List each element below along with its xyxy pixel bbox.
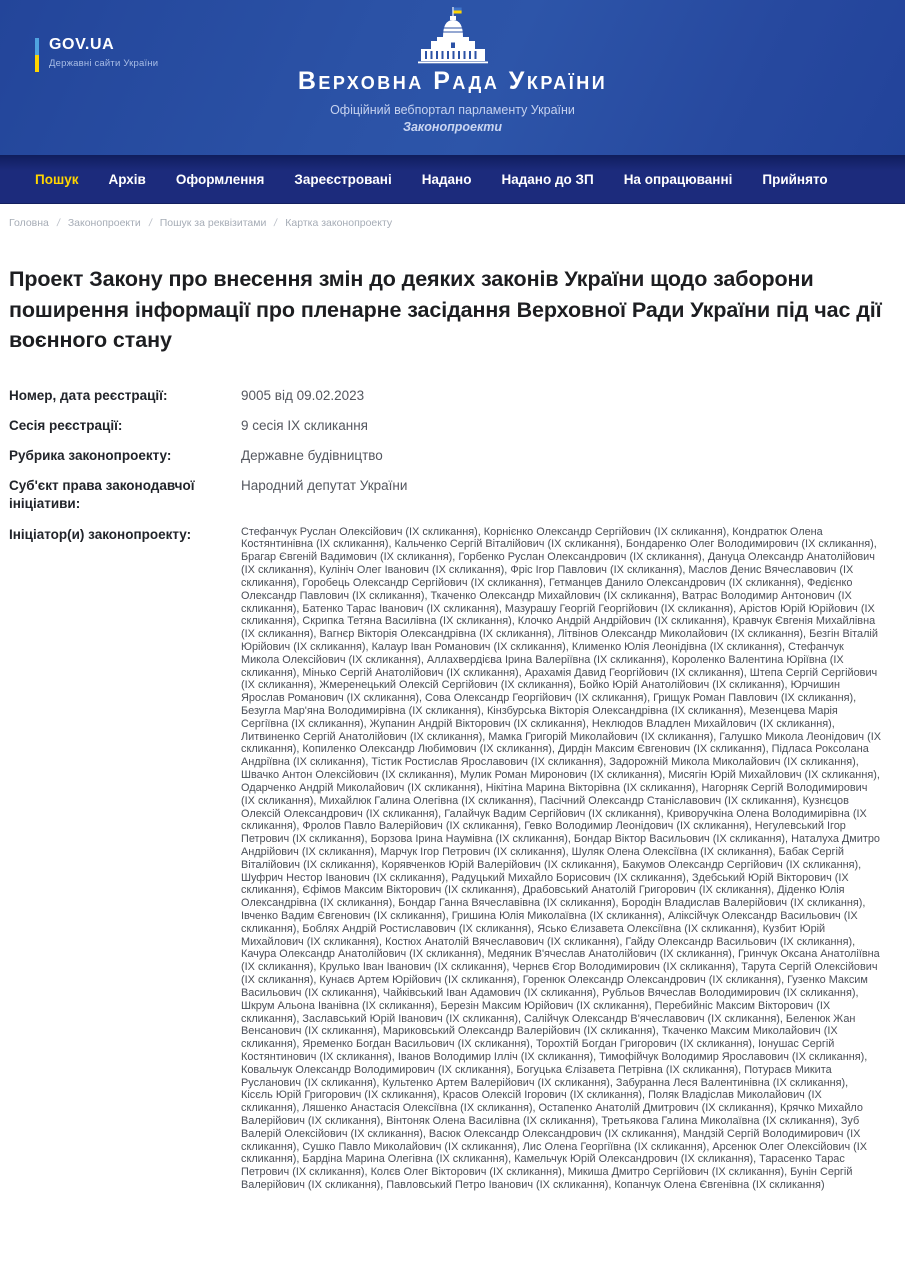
breadcrumb-kartka-zakonoproektu[interactable]: Картка законопроекту bbox=[285, 217, 393, 229]
breadcrumb-separator: / bbox=[273, 217, 279, 229]
breadcrumb-separator: / bbox=[55, 217, 61, 229]
nav-item-poshuk[interactable]: Пошук bbox=[35, 171, 79, 187]
govua-subtitle: Державні сайти України bbox=[49, 58, 159, 69]
nav-item-oformlennya[interactable]: Оформлення bbox=[175, 171, 265, 187]
detail-label-session: Сесія реєстрації: bbox=[9, 417, 123, 433]
detail-value-initiators: Стефанчук Руслан Олексійович (IX скликання), Корнієнко Олександр Сергійович (IX скликання), Кондратюк Олена Костянтинівна (IX скликання), Кальченко Сергій Віталійович (IX скликання), Бондаренко Олег Володимирович (IX скликання), Брагар Євгеній Вадимович (IX скликання), Горбенко Руслан Олександрович (IX скликання), Дануца Олександр Анатолійович (IX скликання), Кулініч Олег Іванович (IX скликання), Фріс Ігор Павлович (IX скликання), Маслов Денис Вячеславович (IX скликання), Горобець Олександр Сергійович (IX скликання), Гетманцев Данило Олександрович (IX скликання), Федієнко Олександр Павлович (IX скликання), Ткаченко Олександр Михайлович (IX скликання), Ватрас Володимир Антонович (IX скликання), Батенко Тарас Іванович (IX скликання), Мазурашу Георгій Георгійович (IX скликання), Арістов Юрій Юрійович (IX скликання), Скрипка Тетяна Василівна (IX скликання), Клочко Андрій Андрійович (IX скликання), Кравчук Євгенія Михайлівна (IX скликання), Вагнєр Вікторія Олександрівна (IX скликання), Літвінов Олександр Миколайович (IX скликання), Безгін Віталій Юрійович (IX скликання), Калаур Іван Романович (IX скликання), Клименко Юлія Леонідівна (IX скликання), Стефанчук Микола Олексійович (IX скликання), Аллахвердієва Ірина Валеріївна (IX скликання), Короленко Валентина Юріївна (IX скликання), Мінько Сергій Анатолійович (IX скликання), Арахамія Давид Георгійович (IX скликання), Штепа Сергій Сергійович (IX скликання), Жмеренецький Олексій Сергійович (IX скликання), Бойко Юрій Анатолійович (IX скликання), Юрчишин Ярослав Романович (IX скликання), Сова Олександр Георгійович (IX скликання), Грищук Роман Павлович (IX скликання), Безугла Мар'яна Володимирівна (IX скликання), Кінзбурська Вікторія Олександрівна (IX скликання), Мезенцева Марія Сергіївна (IX скликання), Жупанин Андрій Вікторович (IX скликання), Неклюдов Владлен Михайлович (IX скликання), Литвиненко Сергій Анатолійович (IX скликання), Мамка Григорій Миколайович (IX скликання), Галушко Микола Леонідович (IX скликання), Копиленко Олександр Любимович (IX скликання), Дирдін Максим Євгенович (IX скликання), Підласа Роксолана Андріївна (IX скликання), Тістик Ростислав Ярославович (IX скликання), Задорожній Микола Миколайович (IX скликання), Швачко Антон Олексійович (IX скликання), Мулик Роман Миронович (IX скликання), Мисягін Юрій Михайлович (IX скликання), Одарченко Андрій Миколайович (IX скликання), Нікітіна Марина Вікторівна (IX скликання), Нагорняк Сергій Володимирович (IX скликання), Михайлюк Галина Олегівна (IX скликання), Пасічний Олександр Станіславович (IX скликання), Кузнєцов Олексій Олександрович (IX скликання), Галайчук Вадим Сергійович (IX скликання), Криворучкіна Олена Володимирівна (IX скликання), Фролов Павло Валерійович (IX скликання), Гевко Володимир Леонідович (IX скликання), Негулевський Ігор Петрович (IX скликання), Борзова Ірина Наумівна (IX скликання), Бондар Віктор Васильович (IX скликання), Наталуха Дмитро Андрійович (IX скликання), Марчук Ігор Петрович (IX скликання), Шуляк Олена Олексіївна (IX скликання), Бабак Сергій Віталійович (IX скликання), Корявченков Юрій Валерійович (IX скликання), Бакумов Олександр Сергійович (IX скликання), Шуфрич Нестор Іванович (IX скликання), Радуцький Михайло Борисович (IX скликання), Здебський Юрій Вікторович (IX скликання), Єфімов Максим Вікторович (IX скликання), Драбовський Анатолій Григорович (IX скликання), Діденко Юлія Олександрівна (IX скликання), Бондар Ганна Вячеславівна (IX скликання), Бородін Владислав Валерійович (IX скликання), Івченко Вадим Євгенович (IX скликання), Гришина Юлія Миколаївна (IX скликання), Аліксійчук Олександр Васильович (IX скликання), Боблях Андрій Ростиславович (IX скликання), Ясько Єлизавета Олексіївна (IX скликання), Кузбит Юрій Михайлович (IX скликання), Костюх Анатолій Вячеславович (IX скликання), Гайду Олександр Васильович (IX скликання), Качура Олександр Анатолійович (IX скликання), Медяник В'ячеслав Анатолійович (IX скликання), Гринчук Оксана Анатоліївна (IX скликання), Крулько Іван Іванович (IX скликання), Чернєв Єгор Володимирович (IX скликання), Тарута Сергій Олексійович (IX скликання), Кунаєв Артем Юрійович (IX скликання), Горенюк Олександр Олександрович (IX скликання), Гузенко Максим Васильович (IX скликання), Чайківський Іван Адамович (IX скликання), Рубльов Вячеслав Володимирович (IX скликання), Шкрум Альона Іванівна (IX скликання), Березін Максим Юрійович (IX скликання), Перебийніс Максим Вікторович (IX скликання), Заславський Юрій Іванович (IX скликання), Салійчук Олександр В'ячеславович (IX скликання), Беленюк Жан Венсанович (IX скликання), Мариковський Олександр Валерійович (IX скликання), Ткаченко Максим Миколайович (IX скликання), Яременко Богдан Васильович (IX скликання), Торохтій Богдан Григорович (IX скликання), Іонушас Сергій Костянтинович (IX скликання), Іванов Володимир Ілліч (IX скликання), Тимофійчук Володимир Ярославович (IX скликання), Ковальчук Олександр Володимирович (IX скликання), Богуцька Єлізавета Петрівна (IX скликання), Потураєв Микита Русланович (IX скликання), Культенко Артем Валерійович (IX скликання), Забуранна Леся Валентинівна (IX скликання), Кісєль Юрій Григорович (IX скликання), Красов Олексій Ігорович (IX скликання), Поляк Владіслав Миколайович (IX скликання), Ляшенко Анастасія Олексіївна (IX скликання), Остапенко Анатолій Дмитрович (IX скликання), Крячко Михайло Валерійович (IX скликання), Вінтоняк Олена Василівна (IX скликання), Третьякова Галина Миколаївна (IX скликання), Зуб Валерій Олексійович (IX скликання), Васюк Олександр Олександрович (IX скликання), Мандзій Сергій Володимирович (IX скликання), Сушко Павло Миколайович (IX скликання), Лис Олена Георгіївна (IX скликання), Арсенюк Олег Олексійович (IX скликання), Бардіна Марина Олегівна (IX скликання), Камельчук Юрій Олександрович (IX скликання), Тарасенко Тарас Петрович (IX скликання), Колєв Олег Вікторович (IX скликання), Микиша Дмитро Сергійович (IX скликання), Бунін Сергій Валерійович (IX скликання), Павловський Петро Іванович (IX скликання), Копанчук Олена Євгенівна (IX скликання) bbox=[241, 525, 881, 1192]
site-subtitle: Офіційний вебпортал парламенту України bbox=[330, 103, 575, 117]
detail-label-rubric: Рубрика законопроекту: bbox=[9, 447, 172, 463]
govua-title: GOV.UA bbox=[49, 36, 115, 53]
nav-item-nadano[interactable]: Надано bbox=[421, 171, 472, 187]
parliament-building-icon bbox=[413, 6, 493, 64]
detail-label-initiative-subject: Суб'єкт права законодавчої ініціативи: bbox=[9, 478, 195, 512]
site-header bbox=[0, 0, 905, 155]
detail-value-rubric: Державне будівництво bbox=[241, 447, 383, 463]
breadcrumb-zakonoproekty[interactable]: Законопроекти bbox=[67, 217, 141, 229]
bill-details bbox=[9, 387, 896, 1192]
nav-item-arkhiv[interactable]: Архів bbox=[108, 171, 146, 187]
page-title: Проект Закону про внесення змін до деяких законів України щодо заборони поширення інформації про пленарне засідання Верховної Ради України під час дії воєнного стану bbox=[9, 267, 882, 353]
site-title: Верховна Рада України bbox=[297, 67, 608, 95]
breadcrumb-separator: / bbox=[147, 217, 153, 229]
main-nav bbox=[0, 155, 905, 204]
bill-card bbox=[0, 264, 905, 1192]
detail-value-initiative-subject: Народний депутат України bbox=[241, 478, 408, 494]
detail-value-registration: 9005 від 09.02.2023 bbox=[241, 387, 365, 403]
breadcrumb-poshuk-za-rekvizytamy[interactable]: Пошук за реквізитами bbox=[159, 217, 267, 229]
site-section-label: Законопроекти bbox=[402, 120, 503, 134]
breadcrumb-home[interactable]: Головна bbox=[9, 217, 49, 229]
detail-label-initiators: Ініціатор(и) законопроекту: bbox=[9, 526, 192, 542]
nav-item-na-opratsyuvanni[interactable]: На опрацюванні bbox=[623, 171, 733, 187]
nav-item-zareyestrovani[interactable]: Зареєстровані bbox=[294, 171, 392, 187]
site-brand[interactable] bbox=[0, 6, 905, 134]
nav-item-pryinyato[interactable]: Прийнято bbox=[762, 171, 828, 187]
nav-item-nadano-do-zp[interactable]: Надано до ЗП bbox=[501, 171, 594, 187]
detail-label-registration: Номер, дата реєстрації: bbox=[9, 387, 168, 403]
detail-value-session: 9 сесія IX скликання bbox=[241, 417, 368, 433]
breadcrumb bbox=[0, 204, 905, 237]
